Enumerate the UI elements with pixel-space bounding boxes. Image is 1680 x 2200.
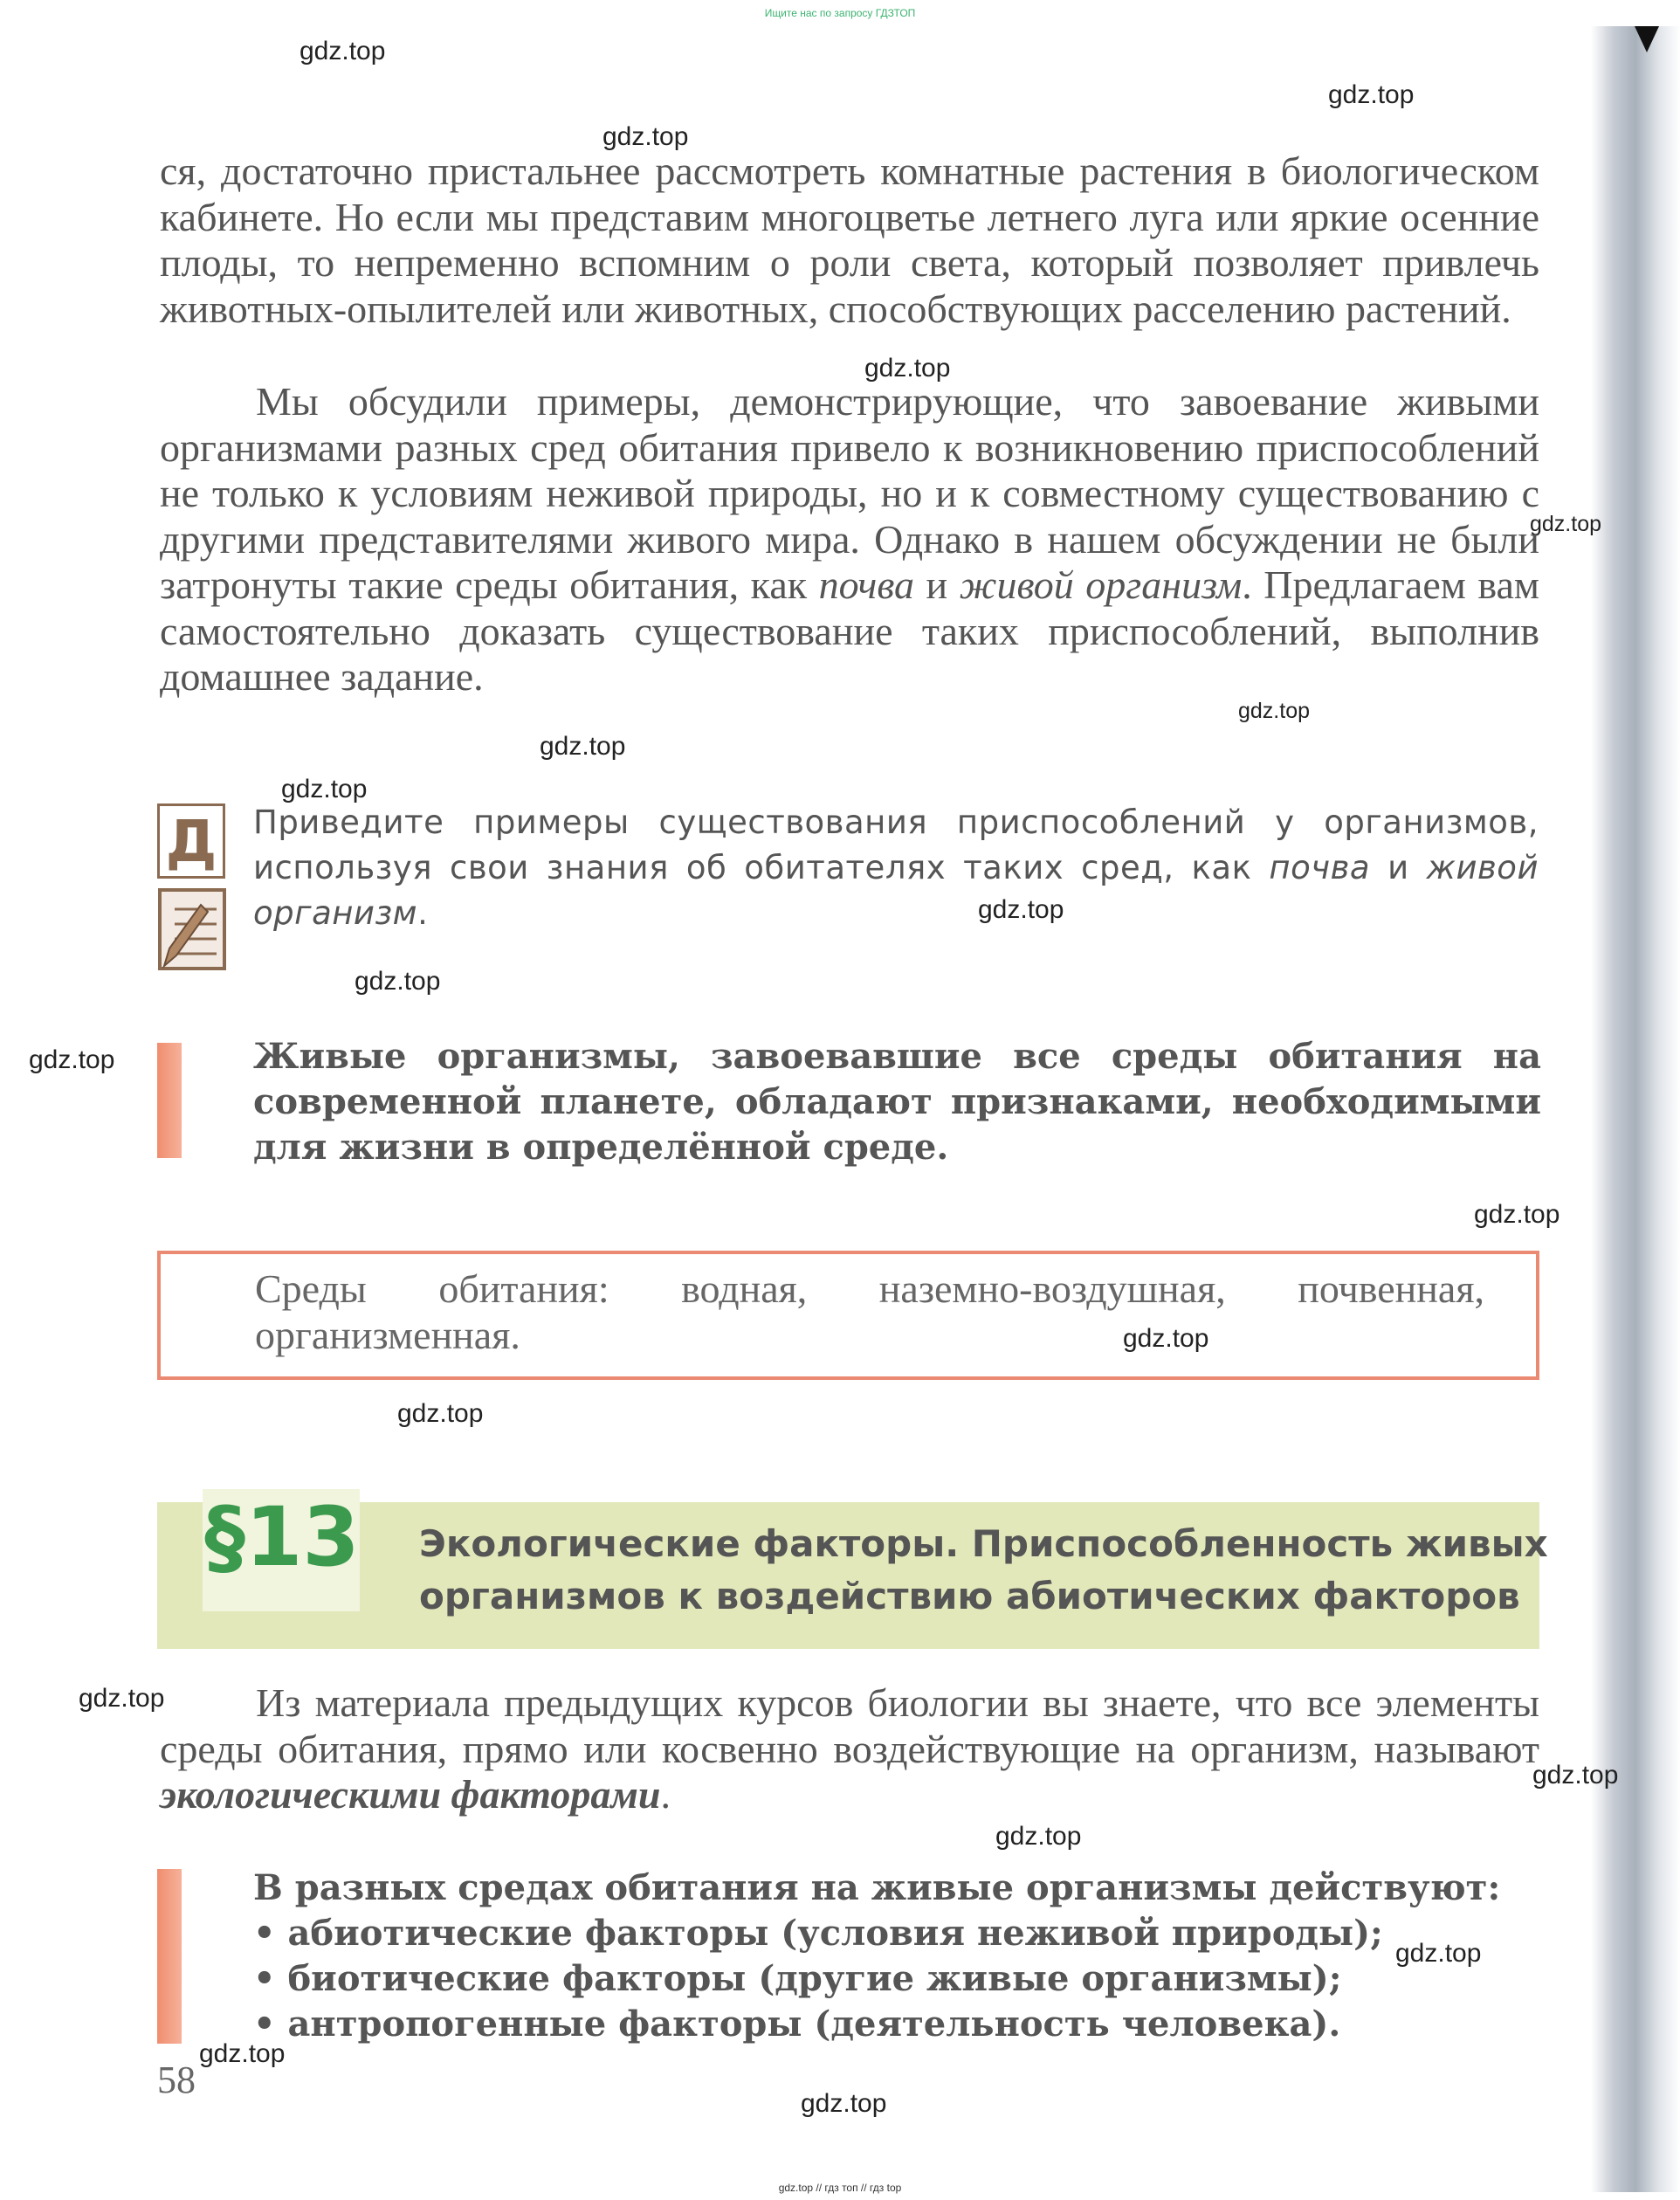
page-edge-shadow	[1591, 26, 1680, 2192]
corner-marker	[1635, 26, 1659, 52]
watermark[interactable]: gdz.top	[1395, 1939, 1482, 1968]
top-banner: Ищите нас по запросу ГДЗТОП	[764, 7, 916, 19]
watermark[interactable]: gdz.top	[79, 1684, 165, 1713]
list-item: • биотические факторы (другие живые организмы);	[253, 1956, 1546, 2002]
watermark[interactable]: gdz.top	[1238, 699, 1311, 723]
pencil-notebook-icon	[157, 887, 227, 975]
watermark[interactable]: gdz.top	[300, 37, 386, 66]
factors-marker	[157, 1869, 182, 2044]
factors-intro: В разных средах обитания на живые организмы действуют:	[253, 1867, 1501, 1908]
watermark[interactable]: gdz.top	[602, 122, 689, 151]
watermark[interactable]: gdz.top	[1123, 1324, 1209, 1353]
factors-block	[253, 1866, 1546, 2047]
section-number: §13	[204, 1490, 360, 1585]
watermark[interactable]: gdz.top	[1530, 512, 1602, 536]
definition-text: Среды обитания: водная, наземно-воздушная, почвенная, организменная.	[255, 1266, 1484, 1357]
hw-term-soil: почва	[1269, 849, 1371, 886]
watermark[interactable]: gdz.top	[1328, 80, 1415, 109]
section-title	[419, 1518, 1548, 1623]
term-living-organism: живой организм	[959, 562, 1243, 607]
list-item: • антропогенные факторы (деятельность человека).	[253, 2002, 1546, 2047]
watermark[interactable]: gdz.top	[1532, 1761, 1619, 1790]
watermark[interactable]: gdz.top	[978, 895, 1064, 924]
homework-icon	[157, 803, 227, 978]
paragraph-ecological-factors: Из материала предыдущих курсов биологии вы знаете, что все элементы среды обитания, прямо или косвенно воздействующие на организм, называют экологическими факторами.	[160, 1680, 1539, 1817]
watermark[interactable]: gdz.top	[397, 1399, 484, 1428]
watermark[interactable]: gdz.top	[199, 2039, 286, 2068]
paragraph-continuation: ся, достаточно пристальнее рассмотреть комнатные растения в биологическом кабинете. Но если мы представим многоцветье летнего луга или яркие осенние плоды, то непременно вспомним о роли света, который позволяет привлечь животных-опылителей или животных, способствующих расселению растений.	[160, 148, 1539, 331]
factors-list	[253, 1911, 1546, 2047]
letter-d-icon: Д	[157, 803, 225, 879]
term-ecological-factors: экологическими факторами	[160, 1772, 661, 1817]
summary-text: Живые организмы, завоевавшие все среды обитания на современной планете, обладают признаками, необходимыми для жизни в определённой среде.	[253, 1036, 1541, 1168]
watermark[interactable]: gdz.top	[540, 732, 626, 761]
watermark[interactable]: gdz.top	[864, 354, 951, 383]
page-number: 58	[157, 2059, 196, 2101]
hw-term-living-organism: живой организм	[253, 849, 1539, 932]
homework-task: Приведите примеры существования приспособлений у организмов, используя свои знания об обитателях таких сред, как почва и живой организм.	[253, 803, 1539, 932]
summary-marker	[157, 1043, 182, 1158]
watermark[interactable]: gdz.top	[29, 1045, 115, 1074]
watermark[interactable]: gdz.top	[1474, 1200, 1560, 1229]
term-soil: почва	[818, 562, 915, 607]
watermark[interactable]: gdz.top	[801, 2089, 887, 2118]
paragraph-habitats: Мы обсудили примеры, демонстрирующие, что завоевание живыми организмами разных сред обитания привело к возникновению приспособлений не только к условиям неживой природы, но и к совместному существованию с другими представителями живого мира. Однако в нашем обсуждении не были затронуты такие среды обитания, как почва и живой организм. Предлагаем вам самостоятельно доказать существование таких приспособлений, выполнив домашнее задание.	[160, 379, 1539, 699]
section-title-line2: организмов к воздействию абиотических факторов	[419, 1575, 1520, 1617]
watermark[interactable]: gdz.top	[355, 967, 441, 996]
section-title-line1: Экологические факторы. Приспособленность живых	[419, 1522, 1548, 1565]
list-item: • абиотические факторы (условия неживой природы);	[253, 1911, 1546, 1956]
watermark[interactable]: gdz.top	[281, 775, 368, 803]
bottom-banner: gdz.top // гдз топ // гдз top	[778, 2182, 902, 2194]
watermark[interactable]: gdz.top	[995, 1822, 1082, 1851]
